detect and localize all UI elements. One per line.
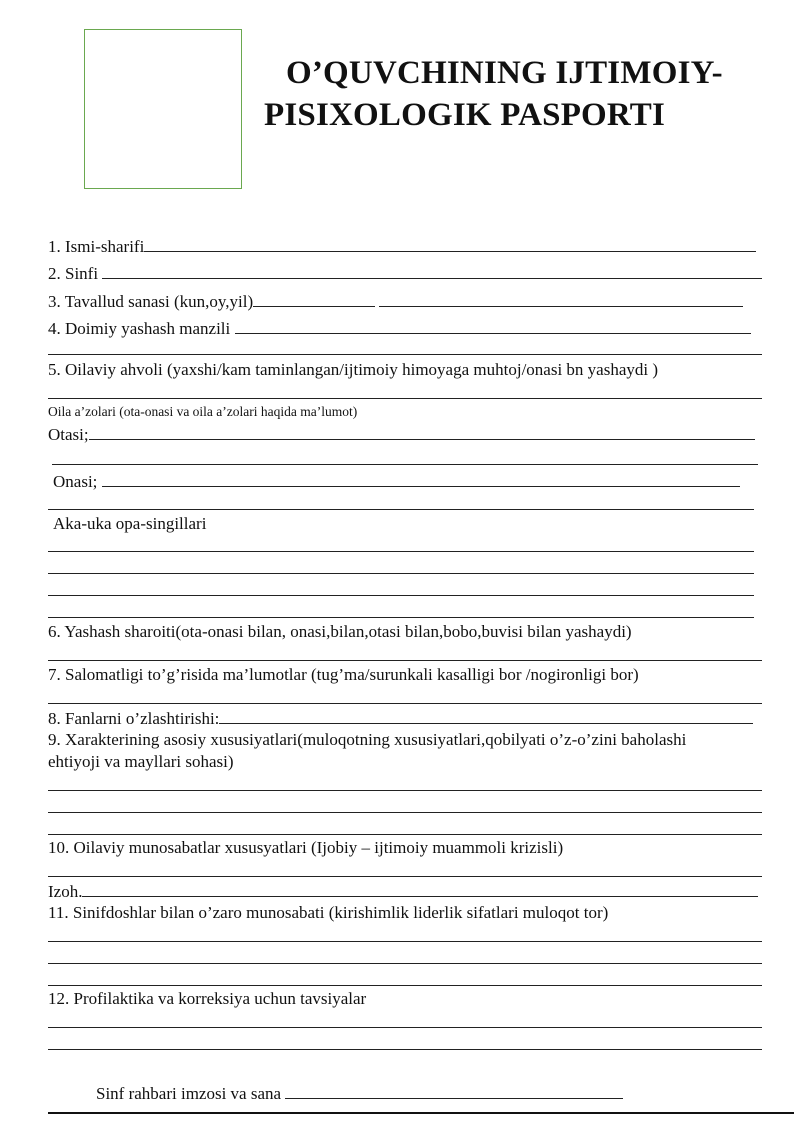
classmates-line-1[interactable] bbox=[48, 941, 762, 942]
mother-blank[interactable] bbox=[102, 471, 740, 487]
class-field[interactable] bbox=[48, 263, 762, 284]
mother-field[interactable] bbox=[53, 471, 740, 492]
subjects-blank[interactable] bbox=[219, 708, 753, 724]
note-blank[interactable] bbox=[82, 881, 758, 897]
character-line-3[interactable] bbox=[48, 834, 762, 835]
family-relations-label: 10. Oilaviy munosabatlar xususyatlari (Ijobiy – ijtimoiy muammoli krizisli) bbox=[48, 838, 564, 857]
recommendations-line-1[interactable] bbox=[48, 1027, 762, 1028]
subjects-field[interactable] bbox=[48, 708, 753, 729]
family-relations-line[interactable] bbox=[48, 876, 762, 877]
name-blank[interactable] bbox=[144, 236, 756, 252]
name-field[interactable] bbox=[48, 236, 756, 257]
character-label-2: ehtiyoji va mayllari sohasi) bbox=[48, 752, 234, 771]
birth-place-blank[interactable] bbox=[379, 291, 743, 307]
birth-label: 3. Tavallud sanasi (kun,oy,yil) bbox=[48, 292, 254, 311]
address-line-2[interactable] bbox=[48, 354, 762, 355]
note-label: Izoh. bbox=[48, 882, 83, 901]
mother-line-2[interactable] bbox=[48, 509, 754, 510]
siblings-line-3[interactable] bbox=[48, 595, 754, 596]
siblings-line-4[interactable] bbox=[48, 617, 754, 618]
father-blank[interactable] bbox=[89, 424, 755, 440]
footer-rule bbox=[48, 1112, 794, 1114]
title-line-2: PISIXOLOGIK PASPORTI bbox=[264, 97, 666, 133]
siblings-line-2[interactable] bbox=[48, 573, 754, 574]
family-status-label: 5. Oilaviy ahvoli (yaxshi/kam taminlangan/ijtimoiy himoyaga muhtoj/onasi bn yashaydi ) bbox=[48, 360, 659, 379]
signature-blank[interactable] bbox=[285, 1083, 623, 1099]
classmates-line-2[interactable] bbox=[48, 963, 762, 964]
name-label: 1. Ismi-sharifi bbox=[48, 237, 145, 256]
mother-label: Onasi; bbox=[53, 472, 98, 491]
siblings-line-1[interactable] bbox=[48, 551, 754, 552]
photo-placeholder bbox=[84, 29, 242, 189]
classmates-line-3[interactable] bbox=[48, 985, 762, 986]
classmates-label: 11. Sinifdoshlar bilan o’zaro munosabati (kirishimlik liderlik sifatlari muloqot tor) bbox=[48, 903, 609, 922]
signature-label: Sinf rahbari imzosi va sana bbox=[96, 1084, 282, 1103]
address-label: 4. Doimiy yashash manzili bbox=[48, 319, 231, 338]
recommendations-label: 12. Profilaktika va korreksiya uchun tavsiyalar bbox=[48, 989, 367, 1008]
living-label: 6. Yashash sharoiti(ota-onasi bilan, onasi,bilan,otasi bilan,bobo,buvisi bilan yashaydi) bbox=[48, 622, 632, 641]
note-field[interactable] bbox=[48, 881, 758, 902]
living-line[interactable] bbox=[48, 660, 762, 661]
character-line-2[interactable] bbox=[48, 812, 762, 813]
signature-field[interactable] bbox=[96, 1083, 623, 1104]
address-blank[interactable] bbox=[235, 318, 751, 334]
family-members-label: Oila a’zolari (ota-onasi va oila a’zolari haqida ma’lumot) bbox=[48, 404, 358, 419]
birth-date-blank[interactable] bbox=[253, 291, 375, 307]
recommendations-line-2[interactable] bbox=[48, 1049, 762, 1050]
character-line-1[interactable] bbox=[48, 790, 762, 791]
father-field[interactable] bbox=[48, 424, 755, 445]
class-label: 2. Sinfi bbox=[48, 264, 99, 283]
title-line-1: O’QUVCHINING IJTIMOIY- bbox=[286, 55, 723, 91]
father-label: Otasi; bbox=[48, 425, 89, 444]
class-blank[interactable] bbox=[102, 263, 762, 279]
health-label: 7. Salomatligi to’g’risida ma’lumotlar (tug’ma/surunkali kasalligi bor /nogironligi bor) bbox=[48, 665, 639, 684]
subjects-label: 8. Fanlarni o’zlashtirishi: bbox=[48, 709, 220, 728]
father-line-2[interactable] bbox=[52, 464, 758, 465]
family-status-line[interactable] bbox=[48, 398, 762, 399]
page-title bbox=[264, 52, 794, 136]
character-label-1: 9. Xarakterining asosiy xususiyatlari(muloqotning xususiyatlari,qobilyati o’z-o’zini baholashi bbox=[48, 730, 687, 749]
address-field[interactable] bbox=[48, 318, 751, 339]
health-line[interactable] bbox=[48, 703, 762, 704]
birth-field[interactable] bbox=[48, 291, 743, 312]
siblings-label: Aka-uka opa-singillari bbox=[53, 514, 207, 533]
